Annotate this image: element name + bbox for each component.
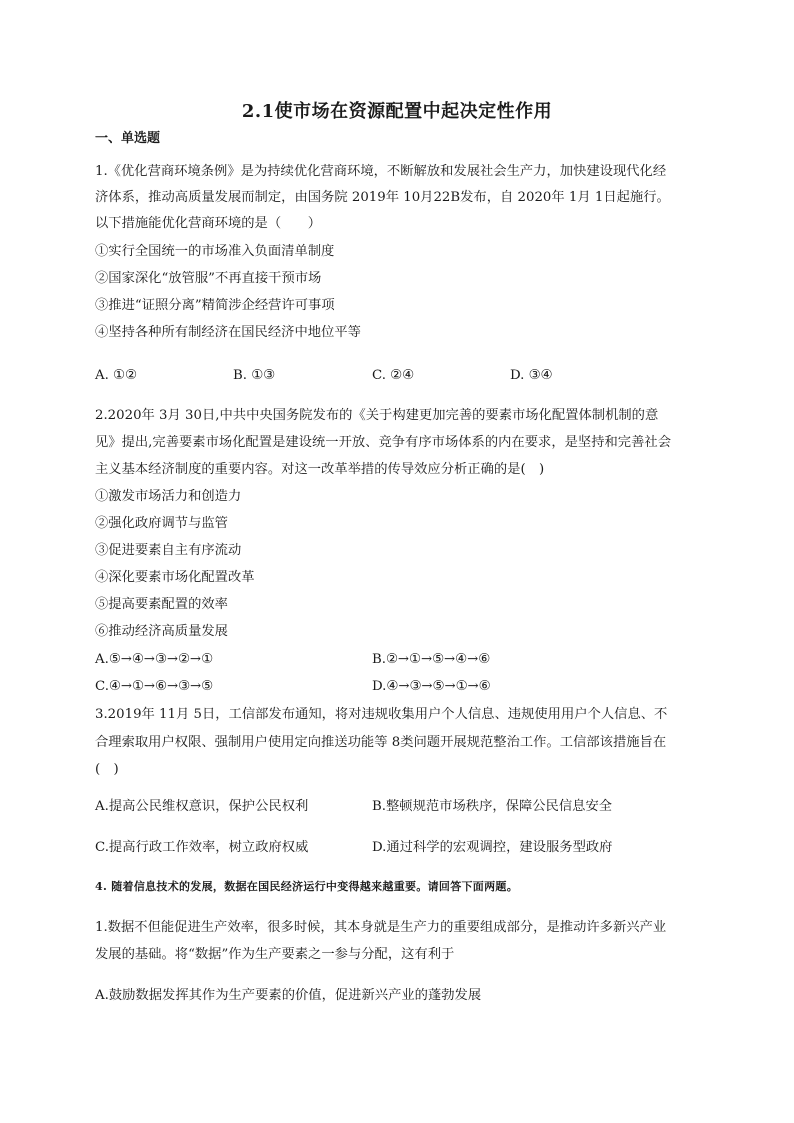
q1-option-d[interactable]: D. ③④ — [510, 368, 553, 383]
q2-stem-line-2: 见》提出,完善要素市场化配置是建设统一开放、竞争有序市场体系的内在要求，是坚持和完善社会 — [95, 435, 671, 450]
q2-item-2: ②强化政府调节与监管 — [95, 516, 228, 531]
q3-stem-line-2: 合理索取用户权限、强制用户使用定向推送功能等 8类问题开展规范整治工作。工信部该措施旨在 — [95, 735, 667, 750]
q1-option-a[interactable]: A. ①② — [95, 368, 137, 383]
q1-option-c[interactable]: C. ②④ — [372, 368, 414, 383]
q1-item-2: ②国家深化“放管服”不再直接干预市场 — [95, 271, 322, 286]
q4-sub1-option-a[interactable]: A.鼓励数据发挥其作为生产要素的价值，促进新兴产业的蓬勃发展 — [95, 988, 482, 1003]
q1-stem-line-2: 济体系，推动高质量发展而制定，由国务院 2019年 10月22B发布，自 2020年 1月 1日起施行。 — [95, 190, 670, 205]
section-heading: 一、单选题 — [95, 131, 161, 146]
q4-intro: 4. 随着信息技术的发展，数据在国民经济运行中变得越来越重要。请回答下面两题。 — [95, 880, 519, 893]
q2-item-6: ⑥推动经济高质量发展 — [95, 624, 228, 639]
q3-option-b[interactable]: B.整顿规范市场秩序，保障公民信息安全 — [372, 799, 613, 814]
q3-stem-line-3: ( ) — [95, 762, 119, 777]
q4-sub1-line-2: 发展的基础。将“数据”作为生产要素之一参与分配，这有利于 — [95, 947, 455, 962]
q2-item-1: ①激发市场活力和创造力 — [95, 489, 242, 504]
q1-item-1: ①实行全国统一的市场准入负面清单制度 — [95, 244, 335, 259]
q3-stem-line-1: 3.2019年 11月 5日，工信部发布通知，将对违规收集用户个人信息、违规使用用户个人信息、不 — [95, 707, 668, 722]
page-title: 2.1使市场在资源配置中起决定性作用 — [241, 101, 553, 122]
q2-item-4: ④深化要素市场化配置改革 — [95, 570, 255, 585]
q2-item-5: ⑤提高要素配置的效率 — [95, 597, 228, 612]
q1-option-b[interactable]: B. ①③ — [233, 368, 276, 383]
q2-stem-line-3: 主义基本经济制度的重要内容。对这一改革举措的传导效应分析正确的是( ) — [95, 462, 545, 477]
q3-option-d[interactable]: D.通过科学的宏观调控，建设服务型政府 — [372, 840, 613, 855]
q2-option-d[interactable]: D.④→③→⑤→①→⑥ — [372, 679, 491, 694]
q2-item-3: ③促进要素自主有序流动 — [95, 543, 242, 558]
q3-option-a[interactable]: A.提高公民维权意识，保护公民权利 — [95, 799, 309, 814]
q1-item-3: ③推进“证照分离”精简涉企经营许可事项 — [95, 298, 335, 313]
q1-stem-line-1: 1.《优化营商环境条例》是为持续优化营商环境，不断解放和发展社会生产力，加快建设现代化经 — [95, 164, 667, 179]
q1-stem-line-3: 以下措施能优化营商环境的是（ ） — [95, 216, 322, 231]
q2-stem-line-1: 2.2020年 3月 30日,中共中央国务院发布的《关于构建更加完善的要素市场化配置体制机制的意 — [95, 408, 659, 423]
q3-option-c[interactable]: C.提高行政工作效率，树立政府权威 — [95, 840, 309, 855]
q1-item-4: ④坚持各种所有制经济在国民经济中地位平等 — [95, 325, 361, 340]
q2-option-b[interactable]: B.②→①→⑤→④→⑥ — [372, 652, 491, 667]
q2-option-c[interactable]: C.④→①→⑥→③→⑤ — [95, 679, 214, 694]
q2-option-a[interactable]: A.⑤→④→③→②→① — [95, 652, 213, 667]
q4-sub1-line-1: 1.数据不但能促进生产效率，很多时候，其本身就是生产力的重要组成部分，是推动许多新兴产业 — [95, 920, 667, 935]
